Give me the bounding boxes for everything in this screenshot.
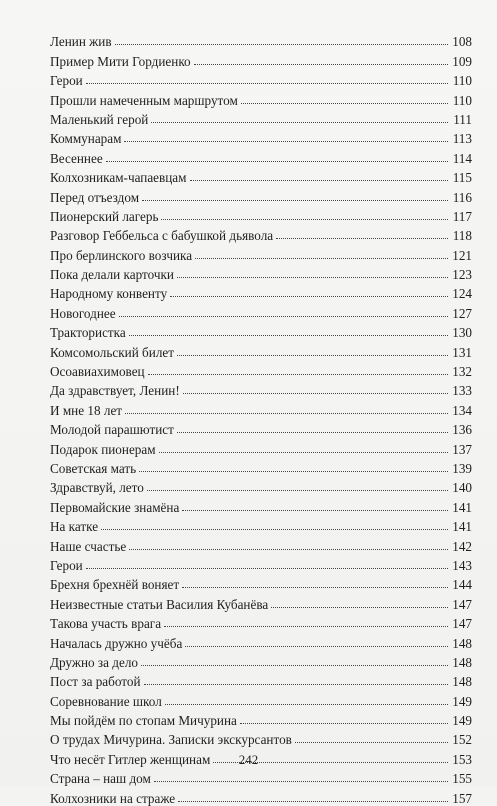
toc-entry-page: 147 — [452, 616, 472, 632]
toc-entry-title: Здравствуй, лето — [50, 480, 144, 496]
toc-entry — [50, 592, 472, 611]
toc-entry-title: Пример Мити Гордиенко — [50, 53, 191, 69]
toc-entry — [50, 786, 472, 805]
toc-entry-page: 118 — [452, 228, 472, 244]
toc-entry-page: 141 — [452, 499, 472, 515]
dot-leader — [144, 684, 448, 685]
toc-entry-page: 153 — [452, 751, 472, 767]
toc-entry-page: 148 — [452, 654, 472, 670]
toc-entry — [50, 476, 472, 495]
toc-entry-title: Брехня брехнёй воняет — [50, 577, 180, 593]
toc-entry-title: Маленький герой — [50, 111, 149, 127]
page-number: 242 — [238, 752, 259, 767]
toc-entry — [50, 689, 472, 708]
toc-entry-title: И мне 18 лет — [50, 402, 123, 418]
toc-entry-page: 113 — [452, 131, 472, 147]
toc-entry-page: 147 — [452, 596, 472, 612]
toc-entry-title: Про берлинского возчика — [50, 247, 193, 263]
dot-leader — [182, 587, 448, 588]
toc-entry — [50, 49, 472, 68]
toc-entry — [50, 534, 472, 553]
toc-entry-title: Герои — [50, 557, 83, 573]
toc-entry-title: Новогоднее — [50, 305, 116, 321]
toc-entry-page: 149 — [452, 713, 472, 729]
toc-entry — [50, 379, 472, 398]
dot-leader — [241, 103, 448, 104]
toc-entry-page: 142 — [452, 538, 472, 554]
toc-entry-title: Да здравствует, Ленин! — [50, 383, 180, 399]
toc-entry-page: 143 — [452, 557, 472, 573]
toc-entry-title: Пока делали карточки — [50, 267, 174, 283]
toc-entry-title: Молодой парашютист — [50, 422, 174, 438]
toc-entry — [50, 612, 472, 631]
dot-leader — [177, 355, 448, 356]
dot-leader — [148, 374, 448, 375]
toc-entry-page: 116 — [452, 189, 472, 205]
toc-entry-title: Колхозники на страже — [50, 790, 176, 806]
dot-leader — [86, 83, 448, 84]
toc-entry — [50, 709, 472, 728]
toc-entry-page: 109 — [452, 53, 472, 69]
dot-leader — [161, 219, 448, 220]
dot-leader — [86, 568, 448, 569]
toc-entry-page: 110 — [452, 73, 472, 89]
toc-entry — [50, 185, 472, 204]
toc-entry-title: Колхозникам-чапаевцам — [50, 170, 187, 186]
toc-entry-page: 157 — [452, 790, 472, 806]
toc-entry-page: 149 — [452, 693, 472, 709]
toc-entry-title: Перед отъездом — [50, 189, 140, 205]
toc-entry-title: Началась дружно учёба — [50, 635, 183, 651]
dot-leader — [165, 704, 448, 705]
toc-entry-page: 134 — [452, 402, 472, 418]
dot-leader — [164, 626, 448, 627]
toc-entry-title: Подарок пионерам — [50, 441, 156, 457]
toc-entry-page: 124 — [452, 286, 472, 302]
toc-entry-page: 152 — [452, 732, 472, 748]
toc-entry — [50, 321, 472, 340]
toc-entry-page: 141 — [452, 519, 472, 535]
toc-entry-title: Такова участь врага — [50, 616, 162, 632]
toc-entry-page: 127 — [452, 305, 472, 321]
dot-leader — [154, 781, 448, 782]
toc-entry-page: 133 — [452, 383, 472, 399]
toc-entry-page: 132 — [452, 364, 472, 380]
toc-entry-page: 108 — [452, 34, 472, 50]
toc-entry-title: Комсомольский билет — [50, 344, 175, 360]
toc-entry-title: Народному конвенту — [50, 286, 168, 302]
toc-entry — [50, 631, 472, 650]
toc-entry-page: 139 — [452, 460, 472, 476]
dot-leader — [142, 200, 448, 201]
dot-leader — [271, 607, 448, 608]
toc-entry-title: Разговор Геббельса с бабушкой дьявола — [50, 228, 274, 244]
toc-entry-page: 148 — [452, 635, 472, 651]
toc-entry-title: Осоавиахимовец — [50, 364, 145, 380]
dot-leader — [129, 335, 448, 336]
toc-entry-page: 144 — [452, 577, 472, 593]
dot-leader — [101, 529, 448, 530]
toc-entry — [50, 515, 472, 534]
toc-entry — [50, 670, 472, 689]
toc-entry-title: Советская мать — [50, 460, 137, 476]
dot-leader — [177, 277, 448, 278]
toc-entry — [50, 437, 472, 456]
table-of-contents — [50, 30, 472, 806]
dot-leader — [195, 258, 448, 259]
toc-entry — [50, 418, 472, 437]
toc-entry — [50, 88, 472, 107]
dot-leader — [129, 549, 448, 550]
dot-leader — [119, 316, 448, 317]
toc-entry-title: Трактористка — [50, 325, 126, 341]
toc-entry — [50, 166, 472, 185]
toc-entry-title: Пионерский лагерь — [50, 208, 159, 224]
toc-entry-title: Соревнование школ — [50, 693, 162, 709]
dot-leader — [177, 432, 448, 433]
toc-entry-title: Первомайские знамёна — [50, 499, 180, 515]
dot-leader — [139, 471, 448, 472]
toc-entry-page: 114 — [452, 150, 472, 166]
toc-entry-page: 148 — [452, 674, 472, 690]
dot-leader — [240, 723, 448, 724]
dot-leader — [178, 801, 448, 802]
toc-entry-title: О трудах Мичурина. Записки экскурсантов — [50, 732, 292, 748]
toc-entry — [50, 360, 472, 379]
toc-entry-page: 131 — [452, 344, 472, 360]
toc-entry-title: Дружно за дело — [50, 654, 138, 670]
dot-leader — [276, 238, 448, 239]
toc-entry-page: 137 — [452, 441, 472, 457]
toc-entry — [50, 340, 472, 359]
toc-entry-title: Наше счастье — [50, 538, 127, 554]
toc-entry — [50, 69, 472, 88]
toc-entry — [50, 243, 472, 262]
toc-entry — [50, 573, 472, 592]
toc-entry-title: Мы пойдём по стопам Мичурина — [50, 713, 237, 729]
toc-entry-title: Прошли намеченным маршрутом — [50, 92, 238, 108]
toc-entry-title: Коммунарам — [50, 131, 122, 147]
dot-leader — [115, 44, 448, 45]
dot-leader — [182, 510, 448, 511]
dot-leader — [141, 665, 448, 666]
toc-entry — [50, 398, 472, 417]
toc-entry — [50, 728, 472, 747]
toc-entry-page: 140 — [452, 480, 472, 496]
dot-leader — [159, 452, 448, 453]
dot-leader — [125, 413, 448, 414]
toc-entry-page: 121 — [452, 247, 472, 263]
dot-leader — [106, 161, 448, 162]
dot-leader — [185, 646, 448, 647]
toc-entry — [50, 224, 472, 243]
dot-leader — [170, 296, 448, 297]
toc-entry-page: 111 — [453, 111, 472, 127]
toc-entry — [50, 651, 472, 670]
dot-leader — [151, 122, 448, 123]
toc-entry-page: 155 — [452, 771, 472, 787]
toc-entry-title: Ленин жив — [50, 34, 112, 50]
dot-leader — [295, 742, 448, 743]
toc-entry — [50, 301, 472, 320]
toc-entry — [50, 30, 472, 49]
toc-entry — [50, 146, 472, 165]
dot-leader — [147, 490, 448, 491]
toc-entry-title: Неизвестные статьи Василия Кубанёва — [50, 596, 269, 612]
toc-entry — [50, 263, 472, 282]
toc-entry-title: На катке — [50, 519, 99, 535]
toc-entry-page: 117 — [452, 208, 472, 224]
dot-leader — [183, 393, 448, 394]
toc-entry — [50, 205, 472, 224]
toc-entry-page: 130 — [452, 325, 472, 341]
toc-entry-title: Что несёт Гитлер женщинам — [50, 751, 211, 767]
toc-entry — [50, 767, 472, 786]
dot-leader — [190, 180, 448, 181]
toc-entry — [50, 127, 472, 146]
toc-entry-title: Весеннее — [50, 150, 103, 166]
toc-entry-page: 115 — [452, 170, 472, 186]
toc-entry-title: Герои — [50, 73, 83, 89]
toc-entry-title: Пост за работой — [50, 674, 141, 690]
toc-entry — [50, 108, 472, 127]
toc-entry — [50, 554, 472, 573]
dot-leader — [124, 141, 448, 142]
dot-leader — [194, 64, 448, 65]
toc-entry — [50, 457, 472, 476]
toc-entry-title: Страна – наш дом — [50, 771, 151, 787]
toc-entry-page: 136 — [452, 422, 472, 438]
toc-entry — [50, 282, 472, 301]
toc-entry-page: 123 — [452, 267, 472, 283]
toc-entry — [50, 495, 472, 514]
toc-entry-page: 110 — [452, 92, 472, 108]
